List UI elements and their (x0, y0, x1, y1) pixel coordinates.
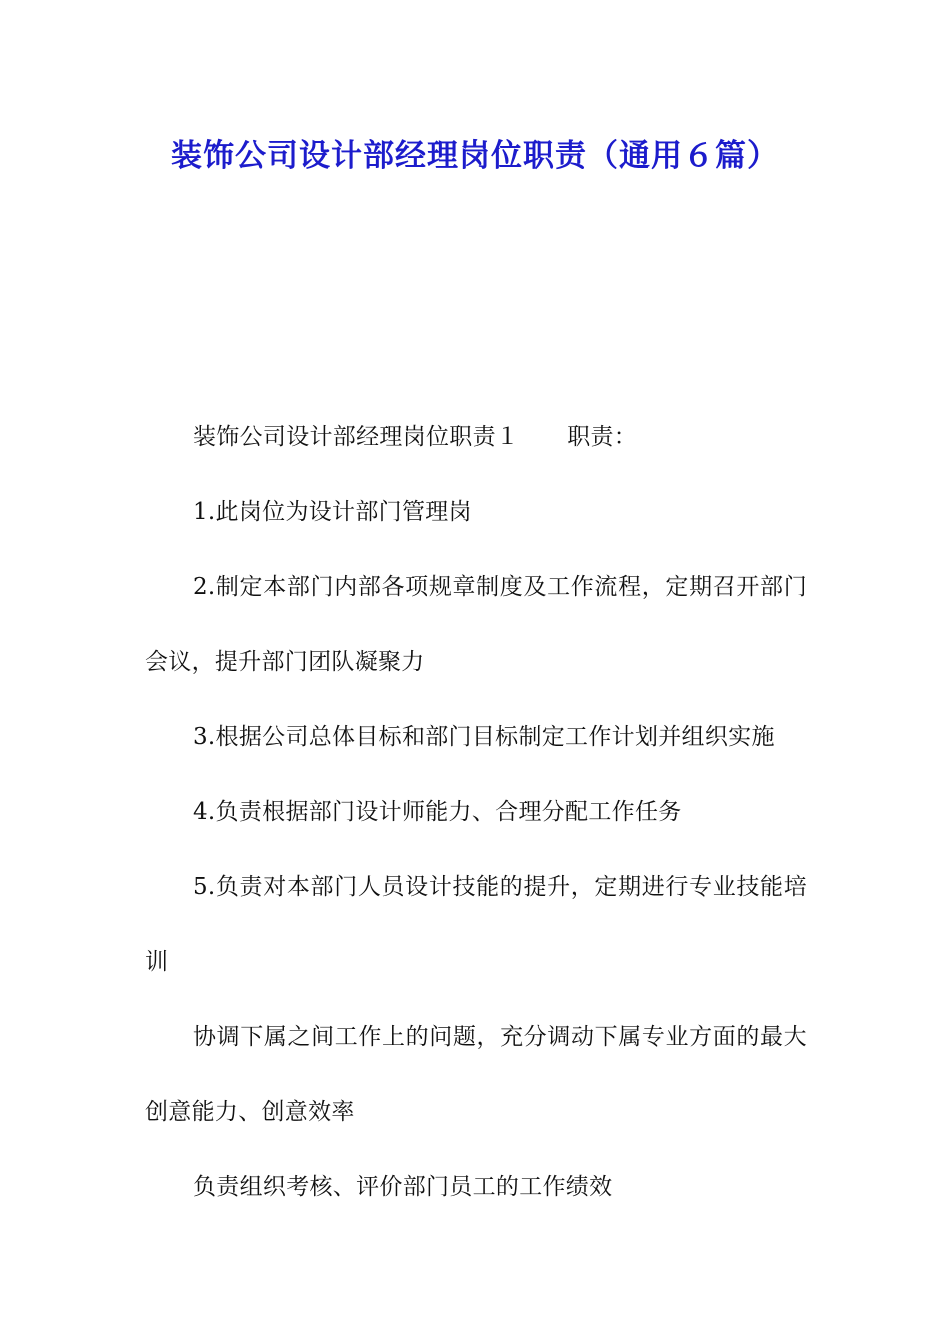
duty-item-4: 4.负责根据部门设计师能力、合理分配工作任务 (193, 799, 682, 825)
duty-item-7: 负责组织考核、评价部门员工的工作绩效 (193, 1174, 613, 1200)
section-heading-paragraph (145, 400, 807, 475)
document-body (145, 400, 807, 1225)
section-heading: 装饰公司设计部经理岗位职责１ (193, 424, 520, 450)
duty-item-3: 3.根据公司总体目标和部门目标制定工作计划并组织实施 (193, 724, 775, 750)
duty-item-6: 协调下属之间工作上的问题，充分调动下属专业方面的最大创意能力、创意效率 (145, 1024, 807, 1125)
duty-item-2: 2.制定本部门内部各项规章制度及工作流程，定期召开部门会议，提升部门团队凝聚力 (145, 574, 807, 675)
duty-item-5: 5.负责对本部门人员设计技能的提升，定期进行专业技能培训 (145, 874, 807, 975)
duty-item-1: 1.此岗位为设计部门管理岗 (193, 499, 472, 525)
document-title: 装饰公司设计部经理岗位职责（通用６篇） (171, 138, 779, 174)
section-label: 职责： (567, 424, 638, 450)
